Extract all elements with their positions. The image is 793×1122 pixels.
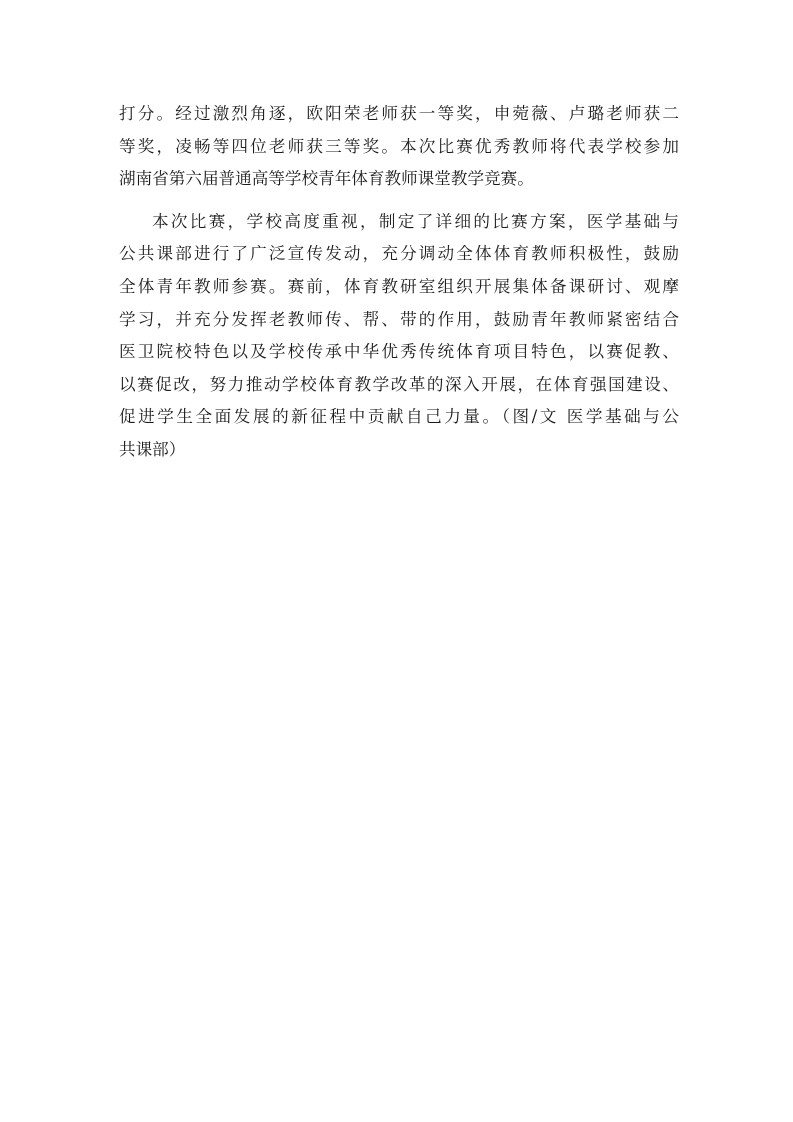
text-line: 本次比赛，学校高度重视，制定了详细的比赛方案，医学基础与 (152, 211, 679, 231)
text-line: 以赛促改，努力推动学校体育教学改革的深入开展，在体育强国建设、 (119, 374, 679, 394)
text-line: 促进学生全面发展的新征程中贡献自己力量。（图/文 医学基础与公 (119, 407, 679, 427)
text-line: 全体青年教师参赛。赛前，体育教研室组织开展集体备课研讨、观摩 (119, 276, 679, 296)
text-line: 医卫院校特色以及学校传承中华优秀传统体育项目特色，以赛促教、 (119, 342, 679, 362)
text-line: 学习，并充分发挥老教师传、帮、带的作用，鼓励青年教师紧密结合 (119, 309, 679, 329)
document-body (119, 98, 679, 467)
text-line: 打分。经过激烈角逐，欧阳荣老师获一等奖，申菀薇、卢璐老师获二 (119, 104, 679, 123)
paragraph-spacer (119, 196, 679, 206)
text-line: 共课部） (119, 439, 186, 459)
text-line: 湖南省第六届普通高等学校青年体育教师课堂教学竞赛。 (119, 169, 534, 189)
text-line: 公共课部进行了广泛宣传发动，充分调动全体体育教师积极性，鼓励 (119, 244, 679, 264)
paragraph-1 (119, 98, 679, 196)
text-line: 等奖，凌畅等四位老师获三等奖。本次比赛优秀教师将代表学校参加 (119, 136, 679, 156)
paragraph-2 (119, 206, 679, 467)
